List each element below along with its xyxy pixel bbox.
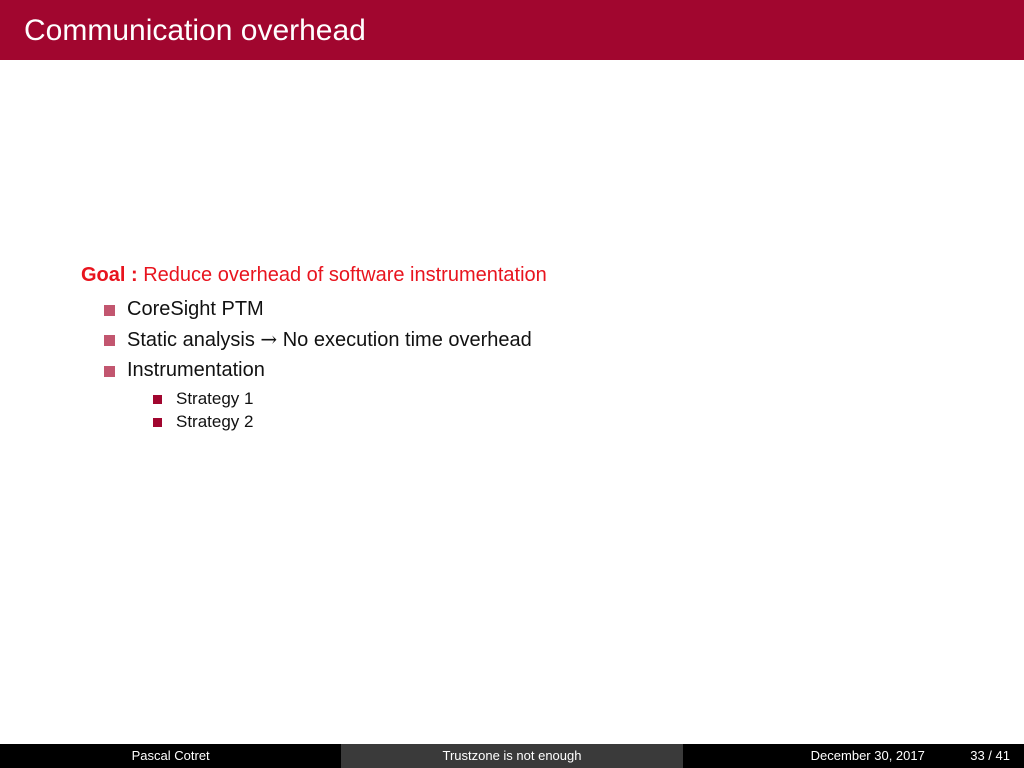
- title-bar: [0, 0, 1024, 60]
- list-item-text: Instrumentation: [127, 359, 265, 381]
- sub-bullet-list: [81, 387, 881, 433]
- footer-date: December 30, 2017: [810, 748, 925, 763]
- goal-line: [81, 262, 881, 288]
- bullet-list: [81, 294, 881, 385]
- footer-author: Pascal Cotret: [131, 748, 210, 763]
- list-item-coresight: [81, 294, 881, 324]
- square-bullet-icon: [153, 395, 162, 404]
- list-item-static-analysis: [81, 324, 881, 355]
- goal-label: Goal :: [81, 264, 138, 286]
- content-block: [81, 262, 881, 433]
- square-bullet-icon: [104, 305, 115, 316]
- footer: [0, 744, 1024, 768]
- list-item-text: CoreSight PTM: [127, 298, 264, 320]
- sub-list-item-strategy-1: [81, 387, 881, 410]
- sub-list-item-text: Strategy 1: [176, 389, 254, 408]
- footer-page-number: 33 / 41: [970, 748, 1010, 763]
- sub-list-item-text: Strategy 2: [176, 412, 254, 431]
- footer-author-section: [0, 744, 341, 768]
- slide-title: Communication overhead: [24, 14, 366, 47]
- list-item-suffix: No execution time overhead: [282, 329, 532, 351]
- footer-title: Trustzone is not enough: [442, 748, 582, 763]
- goal-text: Reduce overhead of software instrumentation: [143, 264, 547, 286]
- footer-title-section: [341, 744, 682, 768]
- right-arrow-icon: →: [260, 327, 278, 351]
- list-item-prefix: Static analysis: [127, 329, 255, 351]
- square-bullet-icon: [153, 418, 162, 427]
- list-item-instrumentation: [81, 355, 881, 385]
- footer-date-section: [683, 744, 1024, 768]
- sub-list-item-strategy-2: [81, 410, 881, 433]
- square-bullet-icon: [104, 335, 115, 346]
- square-bullet-icon: [104, 366, 115, 377]
